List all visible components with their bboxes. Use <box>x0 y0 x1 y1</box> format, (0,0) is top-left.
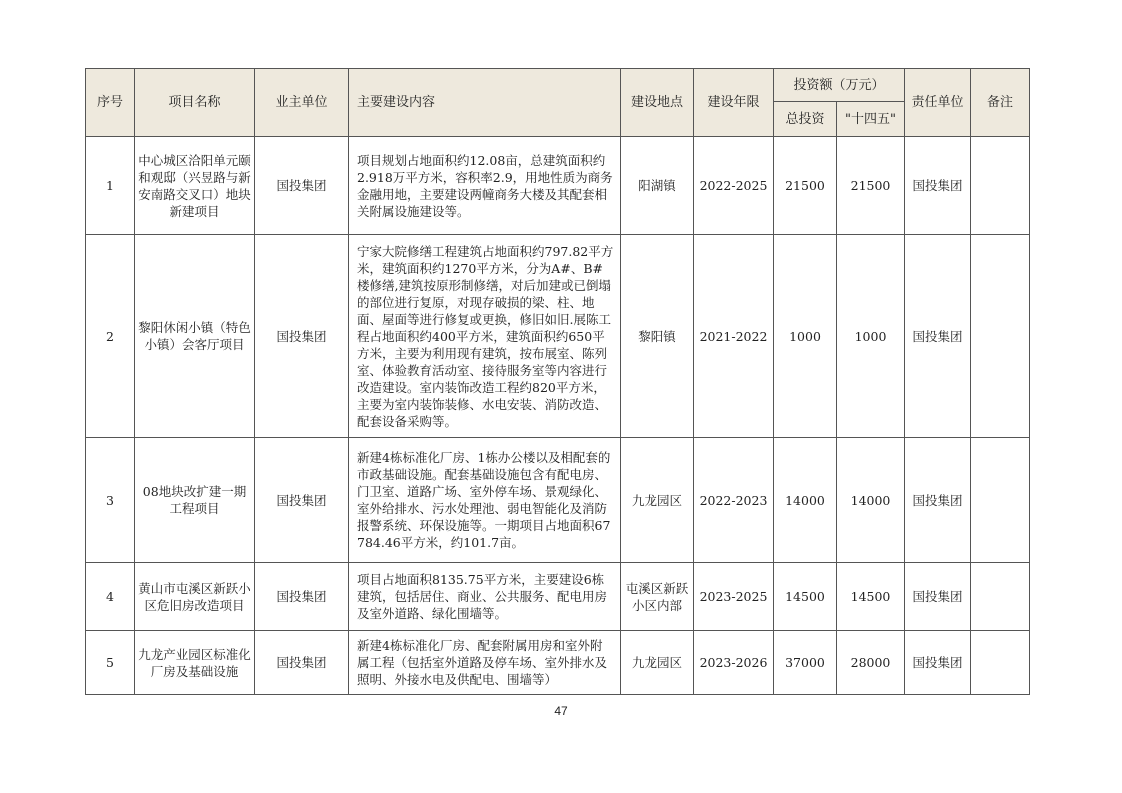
owner-cell: 国投集团 <box>255 438 349 563</box>
seq-cell: 2 <box>86 235 135 438</box>
period-cell: 2021-2022 <box>694 235 774 438</box>
period-cell: 2023-2025 <box>694 563 774 631</box>
header-total-investment: 总投资 <box>774 102 837 137</box>
period-cell: 2022-2025 <box>694 137 774 235</box>
table-header <box>86 69 1030 137</box>
content-cell: 项目占地面积8135.75平方米，主要建设6栋建筑，包括居住、商业、公共服务、配电用房及室外道路、绿化围墙等。 <box>349 563 621 631</box>
table-body <box>86 137 1030 695</box>
seq-cell: 4 <box>86 563 135 631</box>
total-investment-cell: 14000 <box>774 438 837 563</box>
content-cell: 新建4栋标准化厂房、配套附属用房和室外附属工程（包括室外道路及停车场、室外排水及照明、外接水电及供配电、围墙等） <box>349 631 621 695</box>
fourteenth-five-cell: 21500 <box>837 137 905 235</box>
remarks-cell <box>971 235 1030 438</box>
remarks-cell <box>971 631 1030 695</box>
project-name-cell: 黎阳休闲小镇（特色小镇）会客厅项目 <box>135 235 255 438</box>
fourteenth-five-cell: 28000 <box>837 631 905 695</box>
owner-cell: 国投集团 <box>255 137 349 235</box>
period-cell: 2022-2023 <box>694 438 774 563</box>
location-cell: 黎阳镇 <box>621 235 694 438</box>
table-row <box>86 631 1030 695</box>
project-table <box>85 68 1030 695</box>
header-seq: 序号 <box>86 69 135 137</box>
header-remarks: 备注 <box>971 69 1030 137</box>
seq-cell: 5 <box>86 631 135 695</box>
table-row <box>86 438 1030 563</box>
total-investment-cell: 14500 <box>774 563 837 631</box>
header-period: 建设年限 <box>694 69 774 137</box>
owner-cell: 国投集团 <box>255 235 349 438</box>
table-row <box>86 235 1030 438</box>
header-responsible: 责任单位 <box>905 69 971 137</box>
location-cell: 九龙园区 <box>621 631 694 695</box>
location-cell: 屯溪区新跃小区内部 <box>621 563 694 631</box>
table-row <box>86 137 1030 235</box>
period-cell: 2023-2026 <box>694 631 774 695</box>
table-row <box>86 563 1030 631</box>
location-cell: 阳湖镇 <box>621 137 694 235</box>
owner-cell: 国投集团 <box>255 631 349 695</box>
seq-cell: 3 <box>86 438 135 563</box>
fourteenth-five-cell: 14500 <box>837 563 905 631</box>
project-name-cell: 黄山市屯溪区新跃小区危旧房改造项目 <box>135 563 255 631</box>
content-cell: 宁家大院修缮工程建筑占地面积约797.82平方米，建筑面积约1270平方米，分为A#、B#楼修缮,建筑按原形制修缮，对后加建或已倒塌的部位进行复原，对现存破损的梁、柱、地面、屋面等进行修复或更换，修旧如旧.展陈工程占地面积约400平方米，建筑面积约650平方米，主要为利用现有建筑，按布展室、陈列室、体验教育活动室、接待服务室等内容进行改造建设。室内装饰改造工程约820平方米，主要为室内装饰装修、水电安装、消防改造、配套设备采购等。 <box>349 235 621 438</box>
project-name-cell: 08地块改扩建一期工程项目 <box>135 438 255 563</box>
remarks-cell <box>971 137 1030 235</box>
header-project-name: 项目名称 <box>135 69 255 137</box>
total-investment-cell: 1000 <box>774 235 837 438</box>
responsible-cell: 国投集团 <box>905 438 971 563</box>
responsible-cell: 国投集团 <box>905 137 971 235</box>
owner-cell: 国投集团 <box>255 563 349 631</box>
header-location: 建设地点 <box>621 69 694 137</box>
location-cell: 九龙园区 <box>621 438 694 563</box>
responsible-cell: 国投集团 <box>905 631 971 695</box>
header-investment-group: 投资额（万元） <box>774 69 905 102</box>
remarks-cell <box>971 438 1030 563</box>
header-content: 主要建设内容 <box>349 69 621 137</box>
responsible-cell: 国投集团 <box>905 235 971 438</box>
header-owner: 业主单位 <box>255 69 349 137</box>
project-name-cell: 中心城区洽阳单元颐和观邸（兴昱路与新安南路交叉口）地块新建项目 <box>135 137 255 235</box>
fourteenth-five-cell: 1000 <box>837 235 905 438</box>
responsible-cell: 国投集团 <box>905 563 971 631</box>
remarks-cell <box>971 563 1030 631</box>
header-fourteenth-five: "十四五" <box>837 102 905 137</box>
total-investment-cell: 37000 <box>774 631 837 695</box>
page-number: 47 <box>554 704 568 718</box>
seq-cell: 1 <box>86 137 135 235</box>
content-cell: 项目规划占地面积约12.08亩，总建筑面积约2.918万平方米，容积率2.9，用地性质为商务金融用地，主要建设两幢商务大楼及其配套相关附属设施建设等。 <box>349 137 621 235</box>
fourteenth-five-cell: 14000 <box>837 438 905 563</box>
content-cell: 新建4栋标准化厂房、1栋办公楼以及相配套的市政基础设施。配套基础设施包含有配电房、门卫室、道路广场、室外停车场、景观绿化、室外给排水、污水处理池、弱电智能化及消防报警系统、环保设施等。一期项目占地面积67784.46平方米，约101.7亩。 <box>349 438 621 563</box>
total-investment-cell: 21500 <box>774 137 837 235</box>
project-name-cell: 九龙产业园区标准化厂房及基础设施 <box>135 631 255 695</box>
